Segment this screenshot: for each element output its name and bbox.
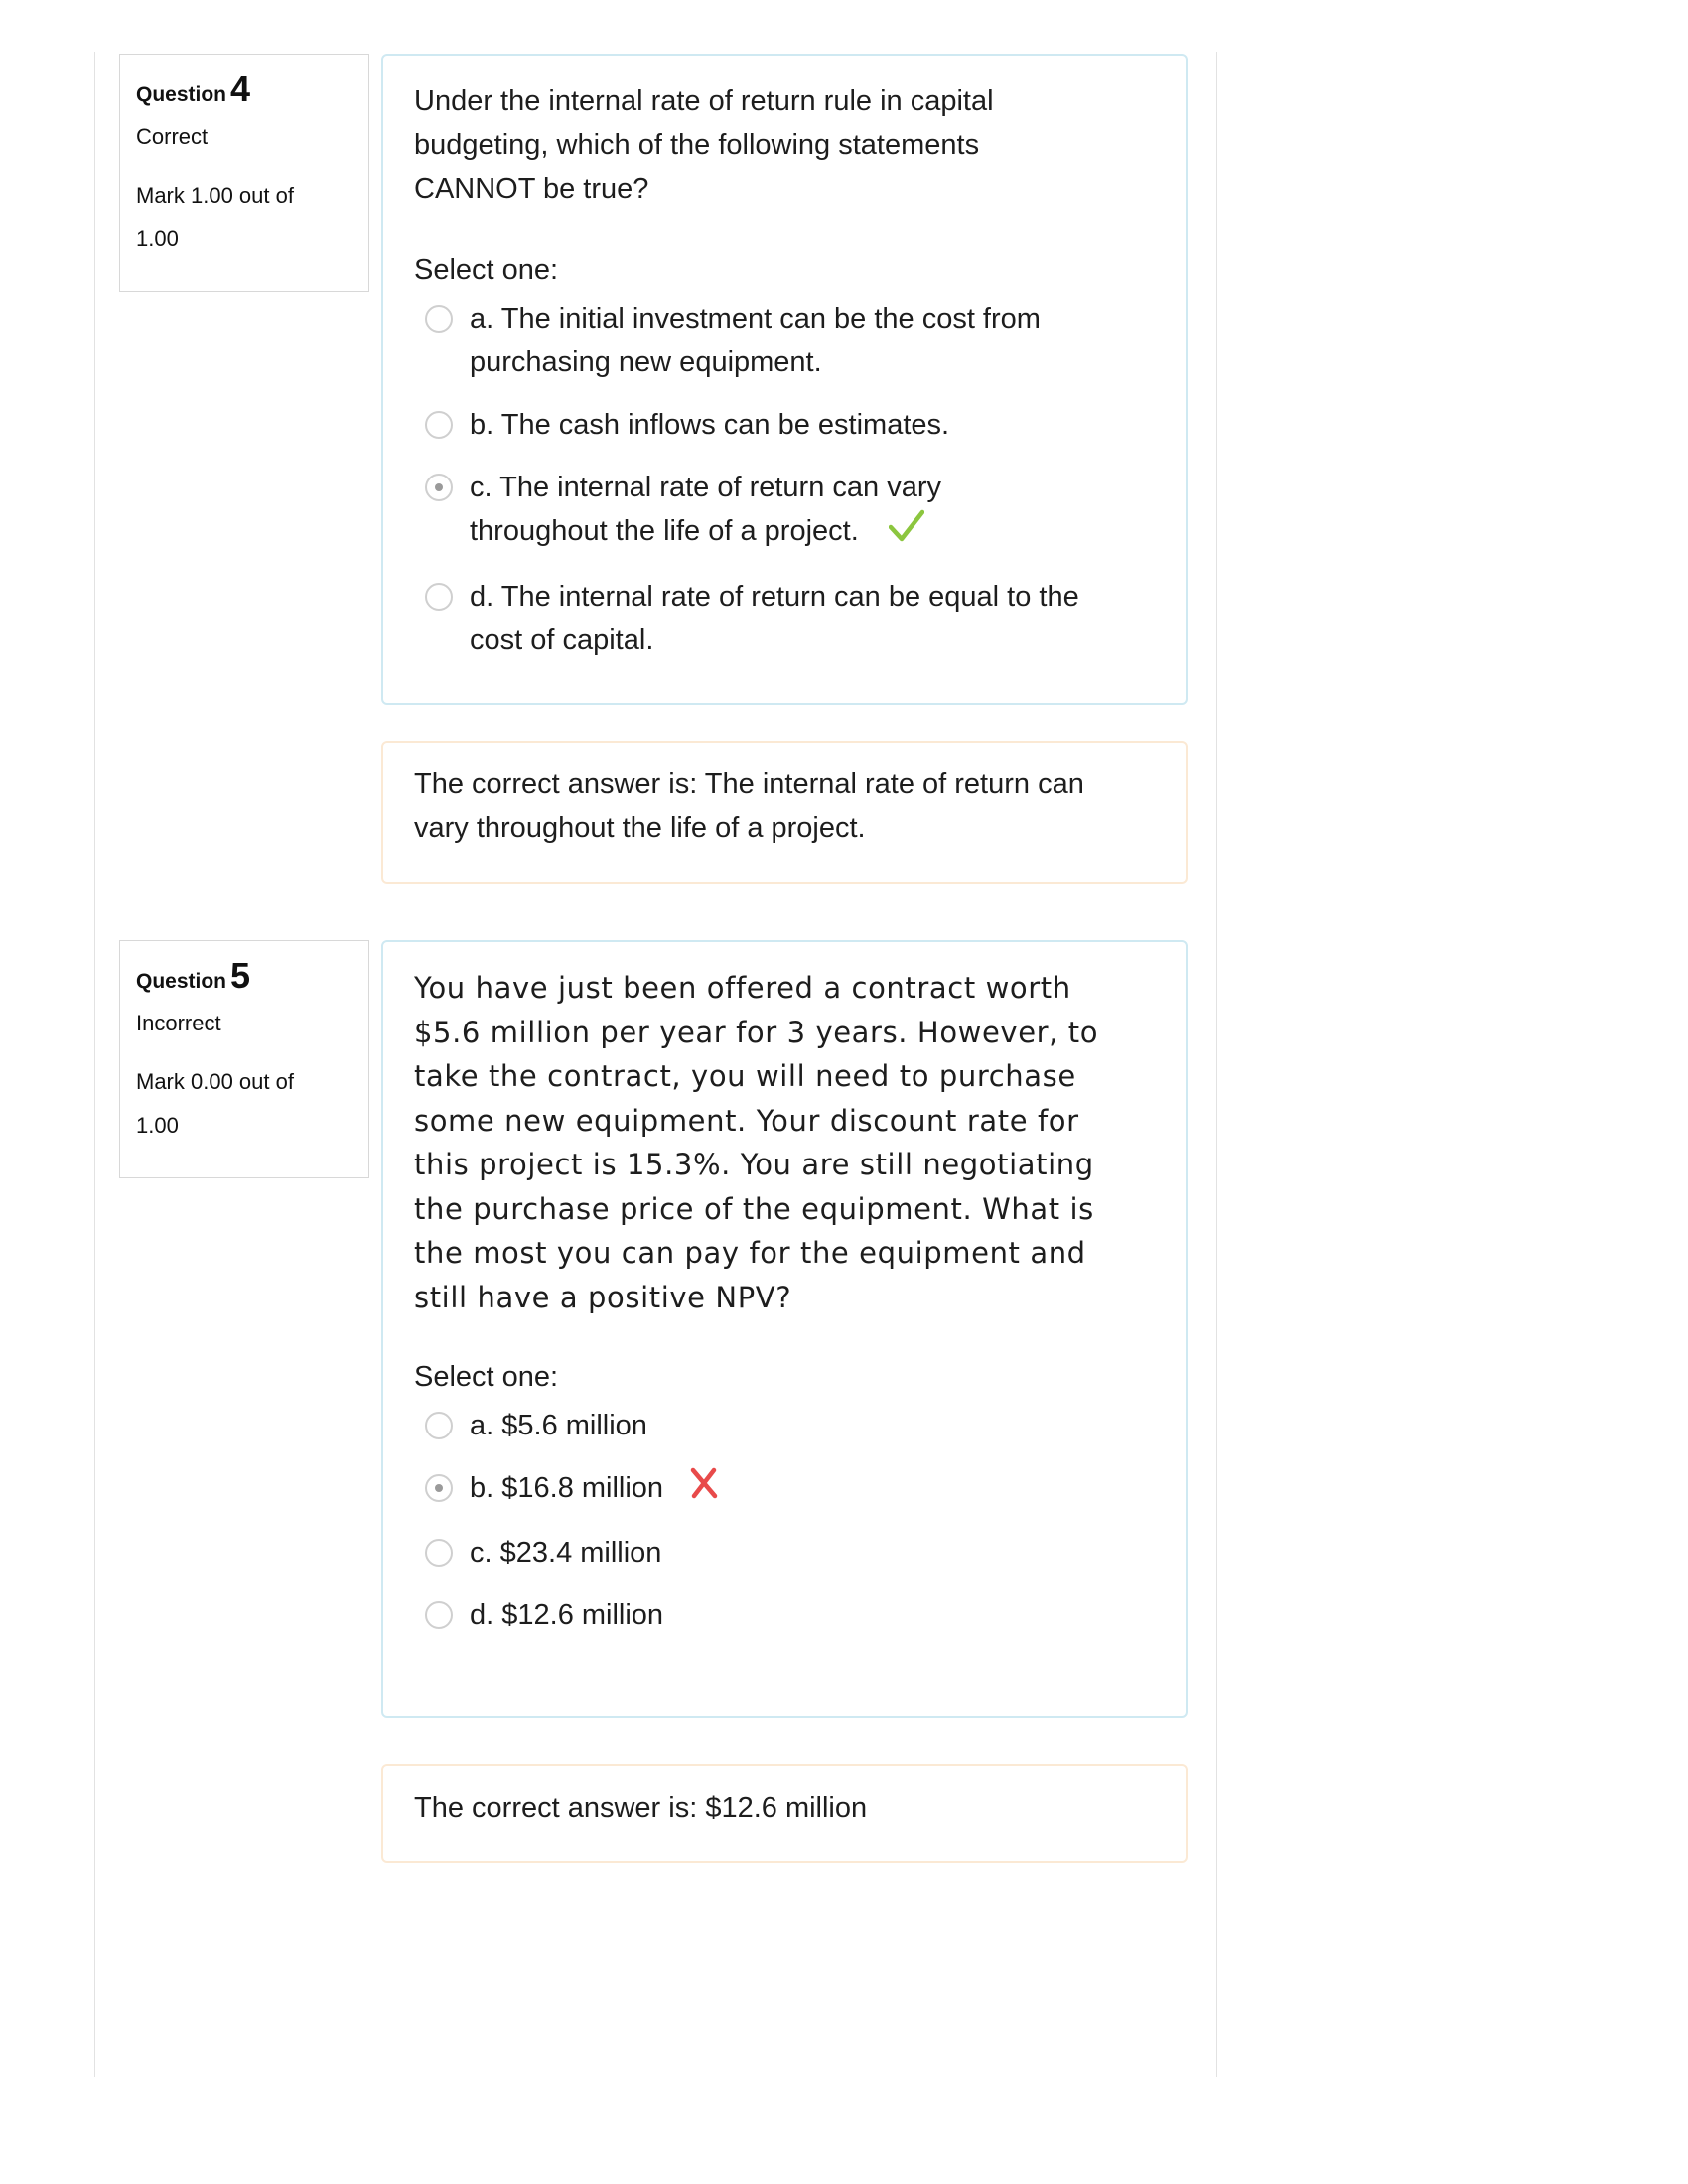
question-text: You have just been offered a contract worth $5.6 million per year for 3 years. However, to take the contract, you will need to purchase some new equipment. Your discount rate for this project is 15.3%. You are still negotiating the purchase price of the equipment. What is the most you can pay for the equipment and still have a positive NPV?	[414, 971, 1099, 1314]
question-5-content	[381, 940, 1188, 1718]
question-state: Incorrect	[136, 1011, 221, 1035]
option-letter: b.	[470, 1472, 494, 1504]
radio-button-selected[interactable]	[425, 1474, 453, 1502]
answer-option-d[interactable]	[414, 1593, 1156, 1637]
question-4-info	[119, 54, 369, 292]
option-text: $23.4 million	[499, 1536, 662, 1569]
option-letter: b.	[470, 409, 494, 441]
radio-button[interactable]	[425, 1412, 453, 1439]
radio-button-selected[interactable]	[425, 474, 453, 501]
option-text: $5.6 million	[501, 1410, 647, 1441]
check-icon	[889, 509, 924, 556]
question-4-content	[381, 54, 1188, 705]
page-right-border	[1216, 52, 1217, 2077]
question-state: Correct	[136, 124, 209, 149]
answer-option-c[interactable]	[414, 1531, 1156, 1574]
question-text: Under the internal rate of return rule in capital budgeting, which of the following statements CANNOT be true?	[414, 85, 994, 205]
option-text: $12.6 million	[501, 1598, 664, 1631]
radio-button[interactable]	[425, 1539, 453, 1567]
answer-option-b[interactable]	[414, 1466, 1156, 1512]
question-label: Question	[136, 83, 227, 106]
option-letter: d.	[470, 1598, 494, 1631]
option-letter: c.	[470, 472, 492, 503]
question-mark: Mark 1.00 out of 1.00	[136, 183, 294, 251]
question-label: Question	[136, 970, 227, 993]
question-number: 4	[230, 68, 251, 109]
question-5-feedback	[381, 1764, 1188, 1863]
option-letter: a.	[470, 1410, 494, 1441]
question-5-heading	[136, 955, 352, 997]
radio-button[interactable]	[425, 411, 453, 439]
correct-answer-text: The correct answer is: The internal rate of return can vary throughout the life of a project.	[414, 768, 1084, 844]
question-4-heading	[136, 68, 352, 110]
option-letter: a.	[470, 303, 494, 335]
select-one-prompt: Select one:	[414, 1361, 559, 1393]
radio-button[interactable]	[425, 583, 453, 611]
answer-option-a[interactable]	[414, 1404, 1156, 1447]
option-text: $16.8 million	[501, 1472, 664, 1504]
question-mark: Mark 0.00 out of 1.00	[136, 1069, 294, 1138]
page-left-border	[94, 52, 95, 2077]
option-letter: d.	[470, 581, 494, 613]
answer-option-d[interactable]	[414, 575, 1125, 662]
question-number: 5	[230, 955, 251, 996]
radio-button[interactable]	[425, 305, 453, 333]
correct-answer-text: The correct answer is: $12.6 million	[414, 1792, 868, 1824]
answer-option-a[interactable]	[414, 297, 1155, 384]
select-one-prompt: Select one:	[414, 254, 559, 286]
cross-icon	[689, 1467, 719, 1512]
answer-option-b[interactable]	[414, 403, 1155, 447]
option-text: The cash inflows can be estimates.	[500, 409, 950, 441]
option-letter: c.	[470, 1536, 492, 1569]
option-text: The internal rate of return can vary throughout the life of a project.	[470, 472, 941, 548]
answer-option-c[interactable]	[414, 466, 1065, 556]
option-text: The internal rate of return can be equal to the cost of capital.	[470, 581, 1079, 656]
option-text: The initial investment can be the cost from purchasing new equipment.	[470, 303, 1041, 378]
radio-button[interactable]	[425, 1601, 453, 1629]
question-5-info	[119, 940, 369, 1178]
question-4-feedback	[381, 741, 1188, 884]
